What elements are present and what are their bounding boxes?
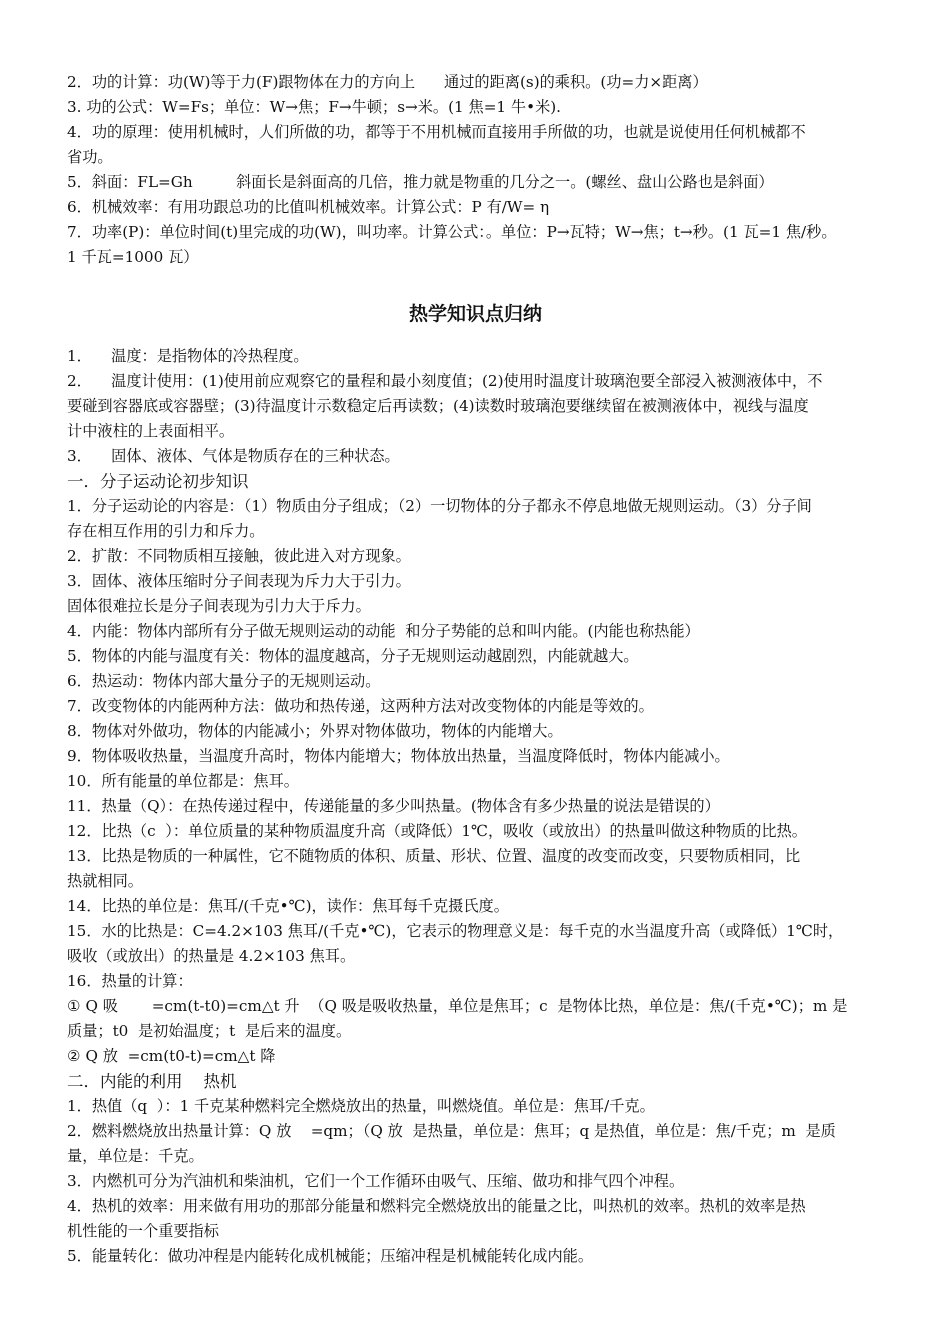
paragraph-line: 机性能的一个重要指标	[67, 1222, 219, 1240]
paragraph-line: 2．燃料燃烧放出热量计算：Q 放 =qm；（Q 放 是热量，单位是：焦耳；q 是热值，单位是：焦/千克；m 是质	[67, 1122, 836, 1140]
paragraph-line: 4．内能：物体内部所有分子做无规则运动的动能 和分子势能的总和叫内能。(内能也称热能）	[67, 622, 700, 640]
paragraph-line: 7．功率(P)：单位时间(t)里完成的功(W)，叫功率。计算公式：。单位：P→瓦特；W→焦；t→秒。(1 瓦=1 焦/秒。	[67, 223, 837, 241]
paragraph-line: 量，单位是：千克。	[67, 1147, 204, 1165]
paragraph-line: 1．热值（q ）：1 千克某种燃料完全燃烧放出的热量，叫燃烧值。单位是：焦耳/千克。	[67, 1097, 655, 1115]
paragraph-line: 4．热机的效率：用来做有用功的那部分能量和燃料完全燃烧放出的能量之比，叫热机的效率。热机的效率是热	[67, 1197, 806, 1215]
paragraph-line: 13．比热是物质的一种属性，它不随物质的体积、质量、形状、位置、温度的改变而改变，只要物质相同，比	[67, 847, 801, 865]
paragraph-line: 12．比热（c ）：单位质量的某种物质温度升高（或降低）1℃，吸收（或放出）的热量叫做这种物质的比热。	[67, 822, 807, 840]
paragraph-line: 1． 温度：是指物体的冷热程度。	[67, 347, 309, 365]
paragraph-line: 4．功的原理：使用机械时，人们所做的功，都等于不用机械而直接用手所做的功，也就是说使用任何机械都不	[67, 123, 806, 141]
section-gap	[67, 270, 884, 300]
paragraph-line: 16．热量的计算：	[67, 972, 193, 990]
paragraph-line: 计中液柱的上表面相平。	[67, 422, 235, 440]
heat-knowledge-section	[67, 344, 884, 1269]
paragraph-line: 要碰到容器底或容器壁；(3)待温度计示数稳定后再读数；(4)读数时玻璃泡要继续留在被测液体中，视线与温度	[67, 397, 809, 415]
paragraph-line: 9．物体吸收热量，当温度升高时，物体内能增大；物体放出热量，当温度降低时，物体内能减小。	[67, 747, 730, 765]
paragraph-line: 2． 温度计使用：(1)使用前应观察它的量程和最小刻度值；(2)使用时温度计玻璃泡要全部浸入被测液体中，不	[67, 372, 823, 390]
paragraph-line: 3. 功的公式：W=Fs；单位：W→焦；F→牛顿；s→米。(1 焦=1 牛•米).	[67, 98, 562, 116]
paragraph-line: 存在相互作用的引力和斥力。	[67, 522, 265, 540]
paragraph-line: 2．功的计算：功(W)等于力(F)跟物体在力的方向上 通过的距离(s)的乘积。(功=力×距离）	[67, 73, 708, 91]
work-and-power-section	[67, 70, 884, 270]
paragraph-line: 7．改变物体的内能两种方法：做功和热传递，这两种方法对改变物体的内能是等效的。	[67, 697, 654, 715]
paragraph-line: 2．扩散：不同物质相互接触，彼此进入对方现象。	[67, 547, 411, 565]
paragraph-line: 6．机械效率：有用功跟总功的比值叫机械效率。计算公式：P 有/W= η	[67, 198, 550, 216]
paragraph-line: 5．斜面：FL=Gh 斜面长是斜面高的几倍，推力就是物重的几分之一。(螺丝、盘山公路也是斜面）	[67, 173, 774, 191]
paragraph-line: 8．物体对外做功，物体的内能减小；外界对物体做功，物体的内能增大。	[67, 722, 563, 740]
paragraph-line: 11．热量（Q）：在热传递过程中，传递能量的多少叫热量。(物体含有多少热量的说法是错误的）	[67, 797, 720, 815]
page-title: 热学知识点归纳	[408, 303, 542, 325]
section-heading: 一．分子运动论初步知识	[67, 472, 249, 491]
paragraph-line: 质量；t0 是初始温度；t 是后来的温度。	[67, 1022, 352, 1040]
section-heading: 二．内能的利用 热机	[67, 1072, 237, 1091]
paragraph-line: 3． 固体、液体、气体是物质存在的三种状态。	[67, 447, 400, 465]
paragraph-line: 1．分子运动论的内容是：（1）物质由分子组成；（2）一切物体的分子都永不停息地做无规则运动。（3）分子间	[67, 497, 812, 515]
paragraph-line: 省功。	[67, 148, 113, 166]
paragraph-line: 14．比热的单位是：焦耳/(千克•℃)，读作：焦耳每千克摄氏度。	[67, 897, 509, 915]
paragraph-line: ② Q 放 =cm(t0-t)=cm△t 降	[67, 1047, 276, 1065]
paragraph-line: 吸收（或放出）的热量是 4.2×103 焦耳。	[67, 947, 356, 965]
paragraph-line: 15．水的比热是：C=4.2×103 焦耳/(千克•℃)，它表示的物理意义是：每千克的水当温度升高（或降低）1℃时，	[67, 922, 844, 940]
paragraph-line: 1 千瓦=1000 瓦）	[67, 248, 199, 266]
paragraph-line: ① Q 吸 =cm(t-t0)=cm△t 升 （Q 吸是吸收热量，单位是焦耳；c 是物体比热，单位是：焦/(千克•℃)；m 是	[67, 997, 848, 1015]
paragraph-line: 10．所有能量的单位都是：焦耳。	[67, 772, 299, 790]
paragraph-line: 固体很难拉长是分子间表现为引力大于斥力。	[67, 597, 371, 615]
paragraph-line: 5．能量转化：做功冲程是内能转化成机械能；压缩冲程是机械能转化成内能。	[67, 1247, 594, 1265]
paragraph-line: 3．内燃机可分为汽油机和柴油机，它们一个工作循环由吸气、压缩、做功和排气四个冲程。	[67, 1172, 685, 1190]
paragraph-line: 热就相同。	[67, 872, 143, 890]
paragraph-line: 6．热运动：物体内部大量分子的无规则运动。	[67, 672, 381, 690]
paragraph-line: 5．物体的内能与温度有关：物体的温度越高，分子无规则运动越剧烈，内能就越大。	[67, 647, 639, 665]
paragraph-line: 3．固体、液体压缩时分子间表现为斥力大于引力。	[67, 572, 411, 590]
